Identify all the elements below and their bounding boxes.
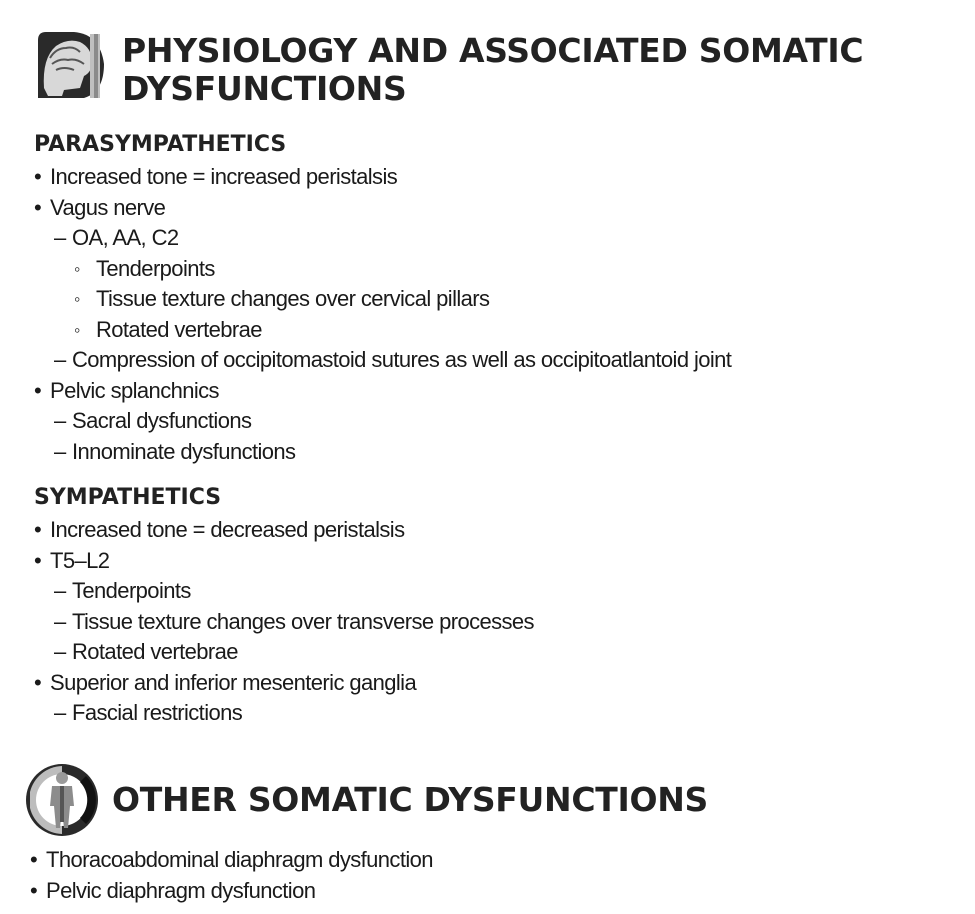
bullet-list — [30, 845, 433, 906]
list-item: • Increased tone = increased peristalsis — [34, 162, 731, 193]
list-item: – Rotated vertebrae — [34, 637, 534, 668]
list-item: – Compression of occipitomastoid sutures as well as occipitoatlantoid joint — [34, 345, 731, 376]
list-item: • Pelvic diaphragm dysfunction — [30, 876, 433, 907]
list-item: – Fascial restrictions — [34, 698, 534, 729]
heading-title: OTHER SOMATIC DYSFUNCTIONS — [112, 780, 709, 819]
bullet-list — [34, 515, 534, 729]
section-title: PARASYMPATHETICS — [34, 132, 287, 157]
brain-head-icon — [34, 28, 108, 102]
section-title: SYMPATHETICS — [34, 485, 222, 510]
parasympathetics-section — [34, 132, 731, 467]
list-item: – Tissue texture changes over transverse processes — [34, 607, 534, 638]
list-item: • Increased tone = decreased peristalsis — [34, 515, 534, 546]
list-item: • T5–L2 — [34, 546, 534, 577]
section-heading-other — [24, 762, 708, 838]
human-body-icon — [24, 762, 100, 838]
list-item: • Pelvic splanchnics — [34, 376, 731, 407]
list-item: – Sacral dysfunctions — [34, 406, 731, 437]
list-item: • Superior and inferior mesenteric ganglia — [34, 668, 534, 699]
list-item: ◦ Rotated vertebrae — [34, 315, 731, 346]
list-item: – Tenderpoints — [34, 576, 534, 607]
list-item: – OA, AA, C2 — [34, 223, 731, 254]
list-item: • Vagus nerve — [34, 193, 731, 224]
heading-line-1: PHYSIOLOGY AND ASSOCIATED SOMATIC — [122, 31, 864, 70]
bullet-list — [34, 162, 731, 467]
section-heading-physiology — [34, 28, 863, 108]
list-item: ◦ Tenderpoints — [34, 254, 731, 285]
list-item: ◦ Tissue texture changes over cervical pillars — [34, 284, 731, 315]
sympathetics-section — [34, 485, 534, 729]
heading-line-2: DYSFUNCTIONS — [122, 69, 407, 108]
other-dysfunctions-section — [30, 845, 433, 906]
list-item: • Thoracoabdominal diaphragm dysfunction — [30, 845, 433, 876]
list-item: – Innominate dysfunctions — [34, 437, 731, 468]
